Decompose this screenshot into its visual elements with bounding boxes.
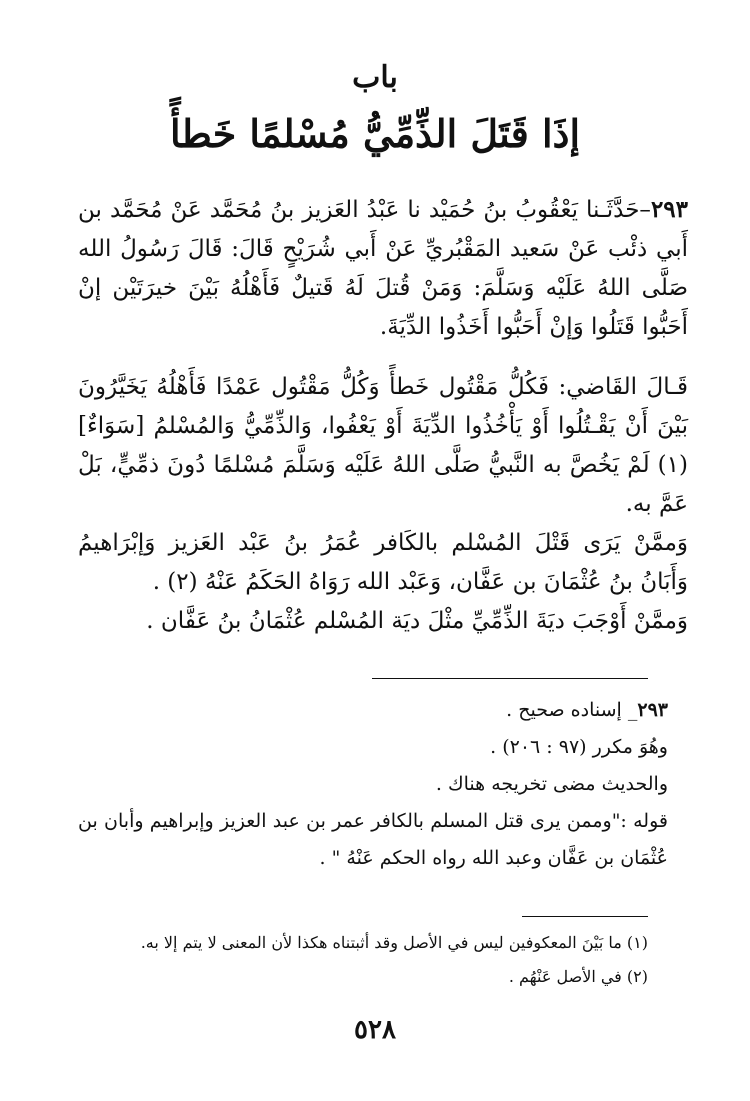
footnotes-divider <box>522 916 648 917</box>
note-line-4: قوله :"وممن يرى قتل المسلم بالكافر عمر بن عبد العزيز وإبراهيم وأبان بن عُثْمَان بن عَفَّان وعبد الله رواه الحكم عَنْهُ " . <box>78 810 668 869</box>
note-number: ٢٩٣ <box>637 699 668 721</box>
commentary-paragraph-2: وَممَّنْ يَرَى قَتْلَ المُسْلم بالكَافر عُمَرُ بنُ عَبْد العَزيز وَإبْرَاهيمُ وَأَبَانُ بنُ عُثْمَانَ بن عَفَّان، وَعَبْد الله رَوَاهُ الحَكَمُ عَنْهُ (٢) . <box>78 530 688 595</box>
note-grading: _ إسناده صحيح . <box>506 699 638 721</box>
notes-divider <box>372 678 648 679</box>
chapter-label: باب <box>352 60 398 95</box>
page-number: ٥٢٨ <box>354 1015 396 1045</box>
chapter-title: إذَا قَتَلَ الذِّمِّيُّ مُسْلمًا خَطأً <box>169 111 581 156</box>
note-line-2: وهُوَ مكرر (٩٧ : ٢٠٦) . <box>490 736 668 758</box>
commentary-paragraph-3: وَممَّنْ أَوْجَبَ ديَةَ الذِّمِّيِّ مثْلَ ديَة المُسْلم عُثْمَانُ بنُ عَفَّان . <box>146 608 688 634</box>
note-line-3: والحديث مضى تخريجه هناك . <box>435 773 668 795</box>
commentary <box>78 368 688 641</box>
hadith-paragraph <box>78 190 688 347</box>
footnote-2: (٢) في الأصل عَنْهُم . <box>508 967 648 986</box>
editor-notes <box>78 692 668 877</box>
footnote-1: (١) ما بَيْنَ المعكوفين ليس في الأصل وقد أثبتناه هكذا لأن المعنى لا يتم إلا به. <box>140 933 648 952</box>
hadith-number: ٢٩٣ <box>650 196 688 223</box>
commentary-paragraph-1: قَـالَ القَاضي: فَكُلُّ مَقْتُول خَطأً وَكُلُّ مَقْتُول عَمْدًا فَأَهْلُهُ يَخَيَّرُونَ بَيْنَ أَنْ يَقْـتُلُوا أَوْ يَأْخُذُوا الدِّيَةَ أَوْ يَعْفُوا، وَالذِّمِّيُّ وَالمُسْلمُ [سَوَاءٌ](١) لَمْ يَخُصَّ به النَّبيُّ صَلَّى اللهُ عَلَيْه وَسَلَّمَ مُسْلمًا دُونَ ذمِّيٍّ، بَلْ عَمَّ به. <box>78 374 688 517</box>
hadith-body: –حَدَّثَـنا يَعْقُوبُ بنُ حُمَيْد نا عَبْدُ العَزيز بنُ مُحَمَّد عَنْ مُحَمَّد بن أَبي ذئْب عَنْ سَعيد المَقْبُريِّ عَنْ أَبي شُرَيْحٍ قَالَ: قَالَ رَسُولُ الله صَلَّى اللهُ عَلَيْه وَسَلَّمَ: وَمَنْ قُتلَ لَهُ قَتيلٌ فَأَهْلُهُ بَيْنَ خيرَتَيْن إنْ أَحَبُّوا قَتَلُوا وَإنْ أَحَبُّوا أَخَذُوا الدِّيَةَ. <box>78 197 688 340</box>
hadith-text <box>78 190 688 347</box>
footnotes <box>78 926 648 994</box>
note-line-1 <box>78 692 668 729</box>
